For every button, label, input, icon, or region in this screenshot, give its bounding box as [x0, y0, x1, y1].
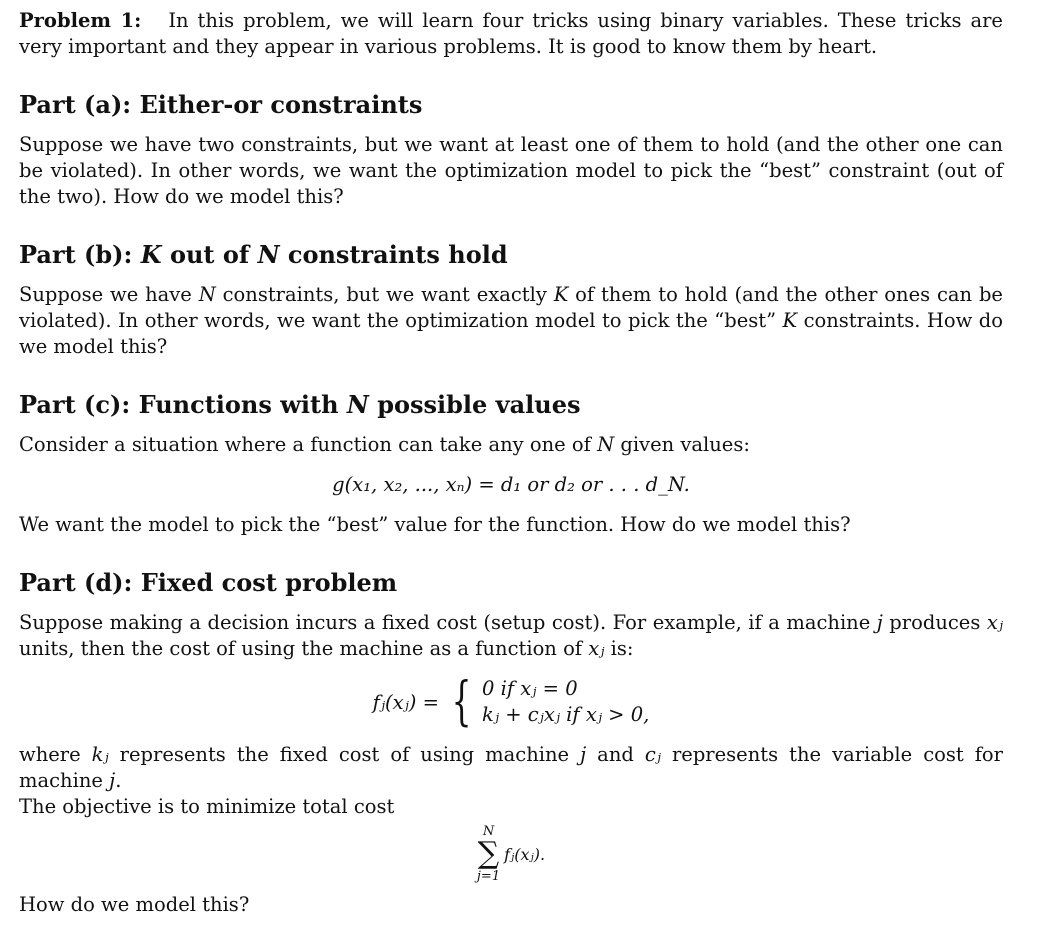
part-a-body: Suppose we have two constraints, but we want at least one of them to hold (and the other one can be violated). In other words, we want the optimization model to pick the “best” constraint (out of the two). How do we model this?	[19, 133, 1003, 208]
part-c-after: We want the model to pick the “best” value for the function. How do we model this?	[19, 513, 851, 536]
sigma-icon: ∑	[477, 836, 500, 871]
part-c-heading: Part (c): Functions with N possible values	[19, 390, 581, 419]
sum-lower-limit: j=1	[476, 869, 501, 884]
part-b-body: Suppose we have N constraints, but we want exactly K of them to hold (and the other ones can be violated). In other words, we want the optimization model to pick the “best” K constraints. How do we model this?	[19, 283, 1003, 358]
part-c-body: Consider a situation where a function can take any one of N given values:	[19, 433, 750, 456]
piecewise-cases	[482, 676, 649, 728]
part-b-heading: Part (b): K out of N constraints hold	[19, 240, 508, 269]
closing-question: How do we model this?	[19, 893, 250, 916]
intro-paragraph	[19, 8, 1003, 60]
sum-equation	[19, 824, 1003, 884]
sum-symbol	[477, 824, 500, 884]
document-page	[19, 8, 1003, 918]
part-d-body: Suppose making a decision incurs a fixed cost (setup cost). For example, if a machine j produces xⱼ units, then the cost of using the machine as a function of xⱼ is:	[19, 611, 1003, 660]
objective-text: The objective is to minimize total cost	[19, 795, 395, 818]
sum-upper-limit: N	[482, 824, 495, 839]
part-d-heading: Part (d): Fixed cost problem	[19, 568, 398, 597]
problem-label: Problem 1:	[19, 9, 142, 32]
brace-symbol: {	[451, 672, 472, 732]
part-a-heading: Part (a): Either-or constraints	[19, 90, 423, 119]
case-2: kⱼ + cⱼxⱼ if xⱼ > 0,	[482, 703, 650, 726]
intro-text: In this problem, we will learn four tricks using binary variables. These tricks are very important and they appear in various problems. It is good to know them by heart.	[19, 9, 1003, 58]
part-d-where: where kⱼ represents the fixed cost of using machine j and cⱼ represents the variable cost for machine j. The objective is to minimize total cost	[19, 743, 1003, 818]
part-c-equation: g(x₁, x₂, ..., xₙ) = d₁ or d₂ or . . . d_N.	[332, 473, 690, 496]
sum-term: fⱼ(xⱼ).	[504, 844, 546, 864]
case-1: 0 if xⱼ = 0	[482, 677, 578, 700]
piecewise-equation	[19, 672, 1003, 732]
piecewise-lhs: fⱼ(xⱼ) =	[372, 690, 439, 714]
